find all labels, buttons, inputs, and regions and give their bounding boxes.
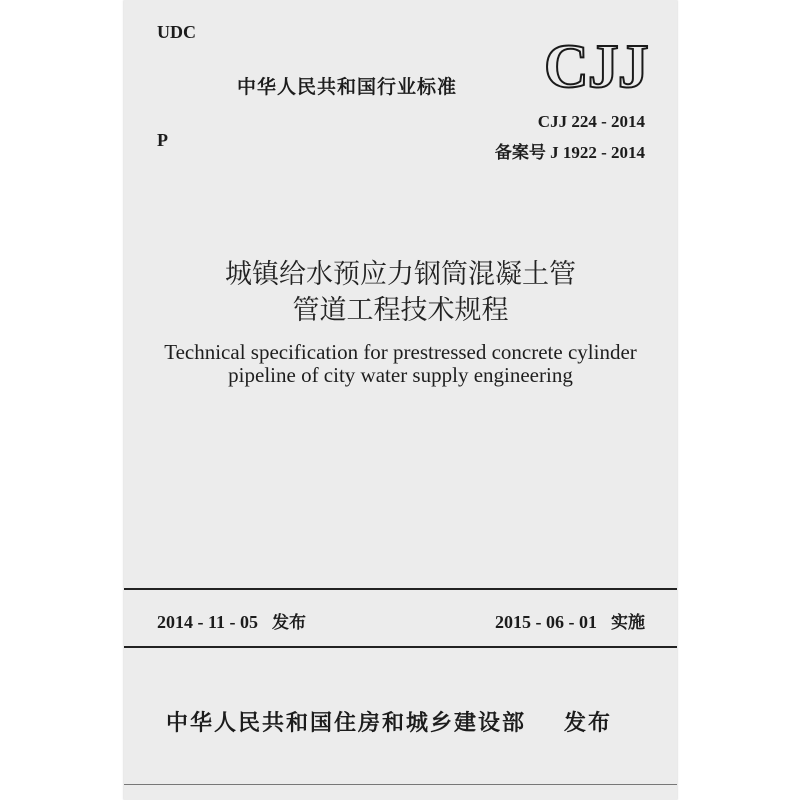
- title-en-line2: pipeline of city water supply engineering: [228, 363, 573, 387]
- publisher-name: 中华人民共和国住房和城乡建设部: [166, 711, 527, 736]
- title-zh-line1: 城镇给水预应力钢筒混凝土管: [225, 259, 576, 290]
- divider-top: [124, 588, 677, 590]
- classification-label: P: [157, 130, 168, 150]
- book-cover: [124, 0, 677, 800]
- issue-date-block: [157, 608, 306, 633]
- implement-label: 实施: [611, 613, 645, 633]
- implement-date: 2015 - 06 - 01: [495, 612, 597, 632]
- title-zh-line2: 管道工程技术规程: [292, 295, 509, 326]
- standard-code: CJJ 224 - 2014: [537, 112, 645, 131]
- filing-number: 备案号 J 1922 - 2014: [494, 143, 645, 162]
- publish-label: 发布: [564, 711, 613, 736]
- cjj-logo: CJJ: [544, 33, 648, 101]
- issue-date: 2014 - 11 - 05: [157, 612, 258, 632]
- industry-standard-title: 中华人民共和国行业标准: [237, 76, 458, 98]
- divider-bottom: [124, 646, 677, 648]
- implement-date-block: [495, 608, 645, 633]
- udc-label: UDC: [157, 22, 196, 42]
- title-en-line1: Technical specification for prestressed concrete cylinder: [164, 340, 637, 364]
- issue-label: 发布: [272, 613, 306, 633]
- divider-end: [124, 784, 677, 785]
